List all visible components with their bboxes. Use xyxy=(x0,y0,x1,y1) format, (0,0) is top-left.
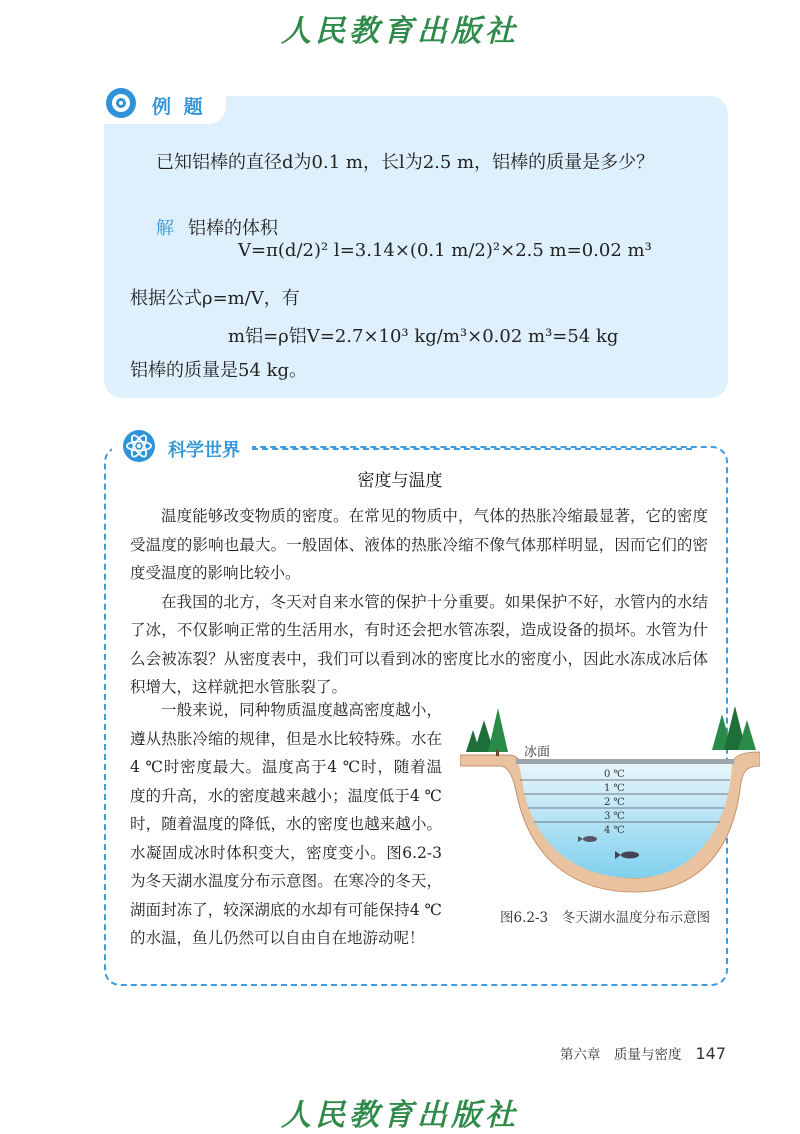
ice-label: 冰面 xyxy=(524,745,551,760)
example-question: 已知铝棒的直径d为0.1 m，长l为2.5 m，铝棒的质量是多少？ xyxy=(156,152,655,173)
temp-label-1: 1 ℃ xyxy=(604,783,625,794)
trees-right-icon xyxy=(712,706,756,750)
example-answer: 铝棒的质量是54 kg。 xyxy=(130,360,308,381)
page-number: 147 xyxy=(695,1044,727,1063)
article-title: 密度与温度 xyxy=(357,471,443,491)
lake-temperature-figure xyxy=(460,700,760,900)
solution-intro: 铝棒的体积 xyxy=(188,218,278,239)
paragraph-2: 在我国的北方，冬天对自来水管的保护十分重要。如果保护不好，水管内的水结了冰，不仅影响正常的生活用水，有时还会把水管冻裂，造成设备的损坏。水管为什么会被冻裂？从密度表中，我们可以看到冰的密度比水的密度小，因此水冻成冰后体积增大，这样就把水管胀裂了。 xyxy=(130,592,708,696)
density-formula-intro: 根据公式ρ=m/V，有 xyxy=(130,288,300,309)
atom-icon xyxy=(120,429,158,463)
article-paragraph-3-wrap xyxy=(130,696,442,953)
figure-caption: 图6.2-3 冬天湖水温度分布示意图 xyxy=(500,910,711,926)
temp-label-0: 0 ℃ xyxy=(604,769,625,780)
target-icon xyxy=(106,88,136,118)
temp-label-4: 4 ℃ xyxy=(604,825,625,836)
example-label: 例 题 xyxy=(152,96,206,118)
science-world-header-line xyxy=(252,448,692,450)
temp-label-2: 2 ℃ xyxy=(604,797,625,808)
paragraph-1: 温度能够改变物质的密度。在常见的物质中，气体的热胀冷缩最显著，它的密度受温度的影响也最大。一般固体、液体的热胀冷缩不像气体那样明显，因而它们的密度受温度的影响比较小。 xyxy=(130,507,708,582)
temp-label-3: 3 ℃ xyxy=(604,811,625,822)
chapter-title: 第六章 质量与密度 xyxy=(560,1047,682,1063)
solution-label: 解 xyxy=(156,218,174,239)
article-paragraphs-1-2 xyxy=(130,502,708,702)
science-world-label: 科学世界 xyxy=(168,440,240,461)
page-footer xyxy=(560,1043,726,1063)
publisher-watermark-bottom: 人民教育出版社 xyxy=(281,1098,519,1133)
trees-left-icon xyxy=(466,708,508,756)
mass-formula: m铝=ρ铝V=2.7×10³ kg/m³×0.02 m³=54 kg xyxy=(228,326,619,347)
publisher-watermark-top: 人民教育出版社 xyxy=(281,14,519,49)
volume-formula: V=π(d/2)² l=3.14×(0.1 m/2)²×2.5 m=0.02 m³ xyxy=(238,240,652,261)
paragraph-3: 一般来说，同种物质温度越高密度越小，遵从热胀冷缩的规律，但是水比较特殊。水在4 ℃时密度最大。温度高于4 ℃时，随着温度的升高，水的密度越来越小；温度低于4 ℃时，随着温度的降低，水的密度也越来越小。水凝固成冰时体积变大，密度变小。图6.2-3为冬天湖水温度分布示意图。在寒冷的冬天，湖面封冻了，较深湖底的水却有可能保持4 ℃的水温，鱼儿仍然可以自由自在地游动呢！ xyxy=(130,701,442,947)
solution-intro-line xyxy=(156,214,278,240)
